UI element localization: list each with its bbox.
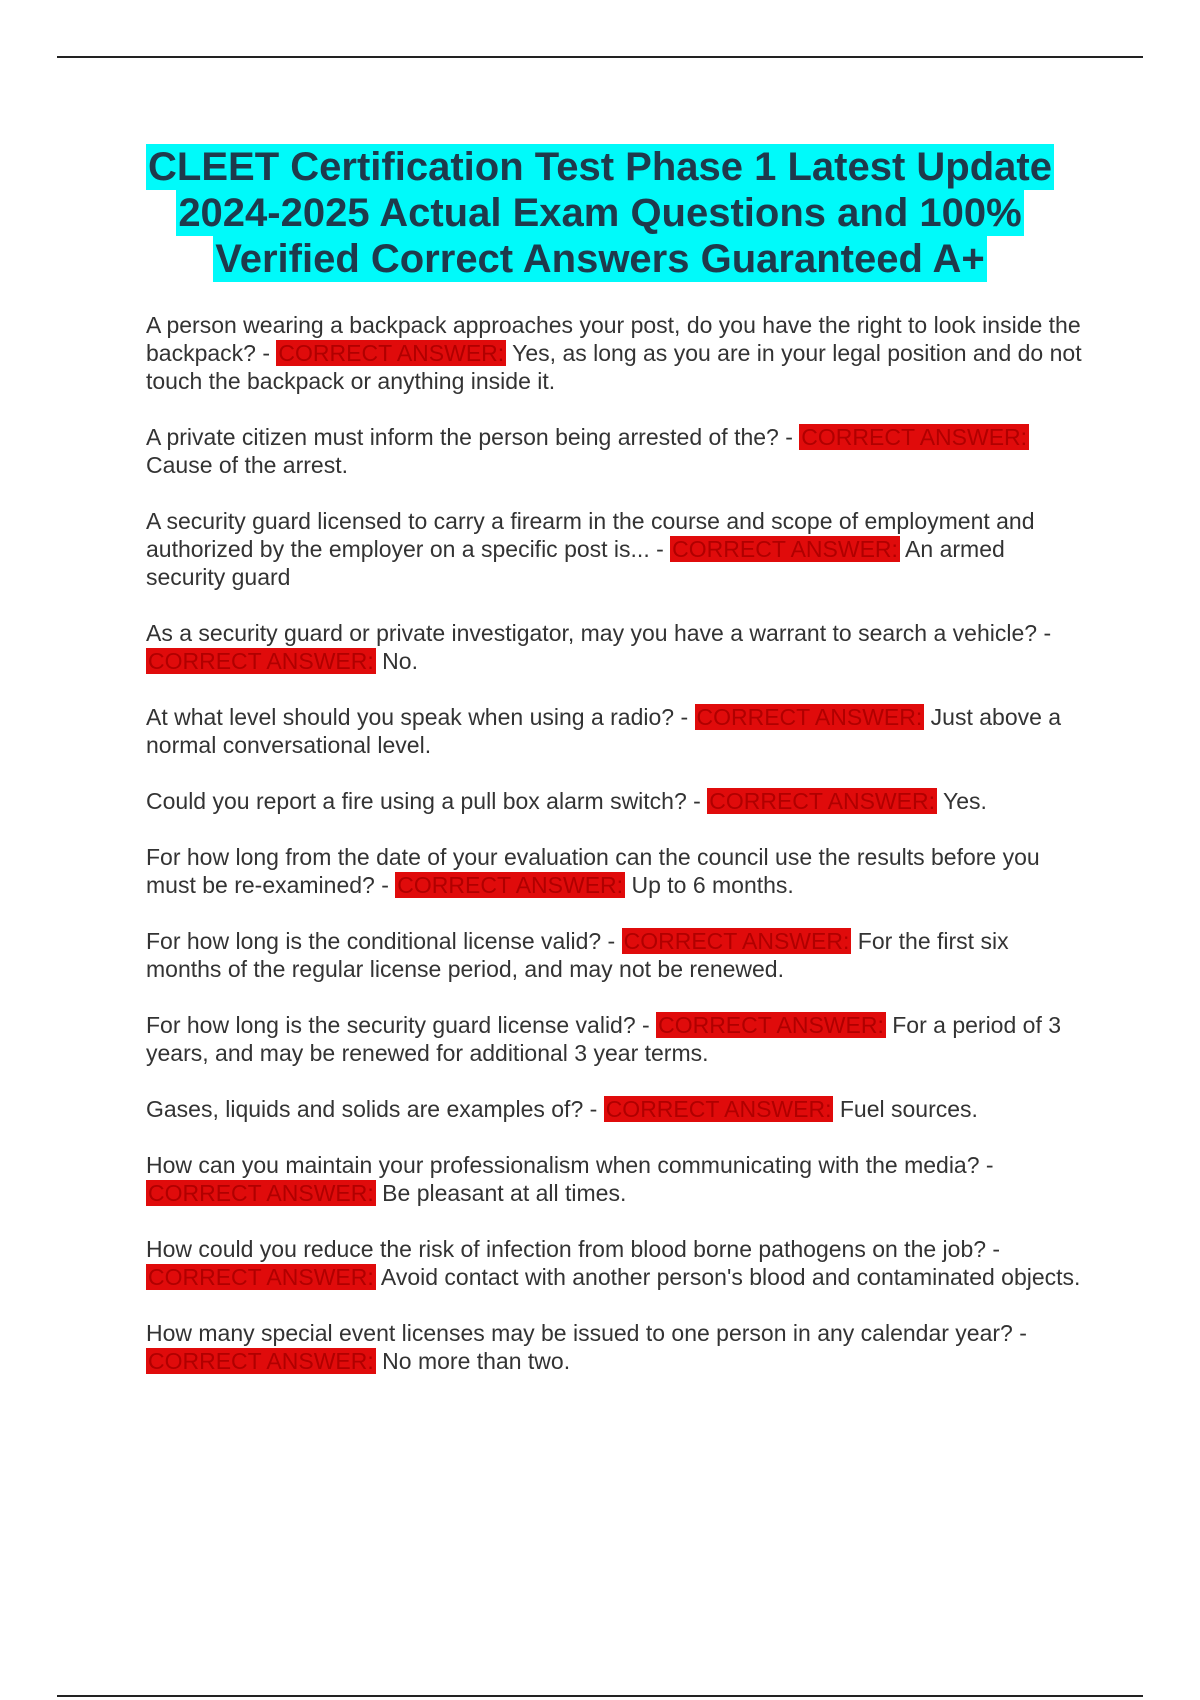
qa-list <box>146 311 1086 1403</box>
answer-text: An armed security guard <box>146 536 1005 590</box>
qa-item <box>146 787 1086 815</box>
title-line-2: 2024-2025 Actual Exam Questions and 100% <box>178 191 1022 235</box>
correct-answer-tag: CORRECT ANSWER: <box>148 1348 374 1374</box>
title-line-3: Verified Correct Answers Guaranteed A+ <box>215 237 985 281</box>
qa-item <box>146 843 1086 899</box>
correct-answer-tag: CORRECT ANSWER: <box>605 1096 832 1122</box>
question-text: At what level should you speak when using a radio? - <box>146 704 695 730</box>
correct-answer-tag: CORRECT ANSWER: <box>148 1180 374 1206</box>
correct-answer-tag: CORRECT ANSWER: <box>148 648 374 674</box>
correct-answer-tag: CORRECT ANSWER: <box>658 1012 884 1038</box>
title-line-1: CLEET Certification Test Phase 1 Latest Update <box>148 145 1052 189</box>
qa-item <box>146 619 1086 675</box>
qa-item <box>146 507 1086 591</box>
correct-answer-tag: CORRECT ANSWER: <box>148 1264 374 1290</box>
question-text: How many special event licenses may be issued to one person in any calendar year? - <box>146 1320 1027 1346</box>
correct-answer-tag: CORRECT ANSWER: <box>696 704 923 730</box>
question-text: A security guard licensed to carry a firearm in the course and scope of employment and authorized by the employer on a specific post is... - <box>146 508 1035 562</box>
question-text: For how long from the date of your evaluation can the council use the results before you must be re-examined? - <box>146 844 1040 898</box>
question-text: For how long is the security guard license valid? - <box>146 1012 657 1038</box>
answer-text: Fuel sources. <box>833 1096 978 1122</box>
answer-text: Be pleasant at all times. <box>375 1180 627 1206</box>
answer-text: Yes, as long as you are in your legal position and do not touch the backpack or anything inside it. <box>146 340 1082 394</box>
qa-item <box>146 1095 1086 1123</box>
question-text: A private citizen must inform the person being arrested of the? - <box>146 424 800 450</box>
qa-item <box>146 311 1086 395</box>
question-text: As a security guard or private investigator, may you have a warrant to search a vehicle? - <box>146 620 1052 646</box>
question-text: Could you report a fire using a pull box alarm switch? - <box>146 788 708 814</box>
qa-item <box>146 703 1086 759</box>
answer-text: For the first six months of the regular license period, and may not be renewed. <box>146 928 1009 982</box>
qa-item <box>146 927 1086 983</box>
top-rule <box>57 56 1143 58</box>
bottom-rule <box>57 1695 1143 1697</box>
correct-answer-tag: CORRECT ANSWER: <box>672 536 898 562</box>
answer-text: Cause of the arrest. <box>146 452 348 478</box>
answer-text: Yes. <box>937 788 987 814</box>
document-title <box>100 144 1100 282</box>
question-text: For how long is the conditional license valid? - <box>146 928 622 954</box>
answer-text: No. <box>375 648 418 674</box>
correct-answer-tag: CORRECT ANSWER: <box>623 928 850 954</box>
answer-text: No more than two. <box>375 1348 571 1374</box>
qa-item <box>146 1319 1086 1375</box>
answer-text: For a period of 3 years, and may be renewed for additional 3 year terms. <box>146 1012 1062 1066</box>
qa-item <box>146 1011 1086 1067</box>
answer-text: Up to 6 months. <box>625 872 794 898</box>
question-text: How could you reduce the risk of infection from blood borne pathogens on the job? - <box>146 1236 1001 1262</box>
correct-answer-tag: CORRECT ANSWER: <box>709 788 935 814</box>
qa-item <box>146 1235 1086 1291</box>
qa-item <box>146 1151 1086 1207</box>
correct-answer-tag: CORRECT ANSWER: <box>397 872 624 898</box>
qa-item <box>146 423 1086 479</box>
answer-text: Just above a normal conversational level. <box>146 704 1062 758</box>
answer-text: Avoid contact with another person's blood and contaminated objects. <box>375 1264 1081 1290</box>
correct-answer-tag: CORRECT ANSWER: <box>278 340 505 366</box>
question-text: How can you maintain your professionalism when communicating with the media? - <box>146 1152 994 1178</box>
question-text: A person wearing a backpack approaches your post, do you have the right to look inside the backpack? - <box>146 312 1081 366</box>
correct-answer-tag: CORRECT ANSWER: <box>801 424 1028 450</box>
question-text: Gases, liquids and solids are examples of? - <box>146 1096 604 1122</box>
